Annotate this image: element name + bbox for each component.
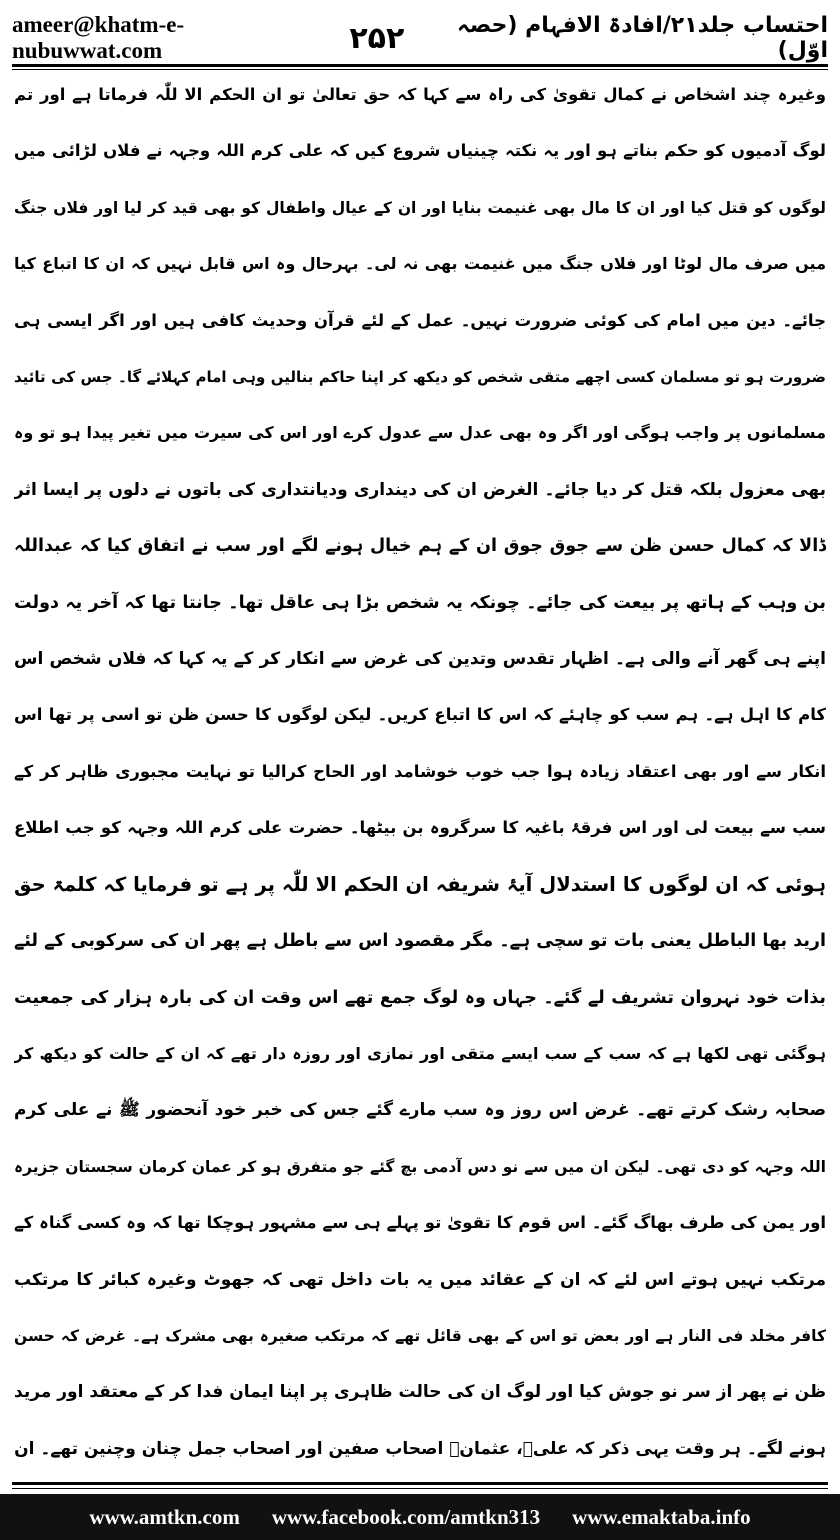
text-line: ہوگئی تھی لکھا ہے کہ سب کے سب ایسے متقی اور نمازی اور روزہ دار تھے کہ ان کے حالت کو دیکھ کر	[14, 1043, 826, 1063]
header-rule-thin	[12, 69, 828, 70]
text-line: وغیرہ چند اشخاص نے کمال تقویٰ کی راہ سے کہا کہ حق تعالیٰ تو ان الحکم الا للّٰہ فرماتا ہے اور تم	[14, 85, 826, 104]
text-line: جائے۔ دین میں امام کی کوئی ضرورت نہیں۔ عمل کے لئے قرآن وحدیث کافی ہیں اور اگر ایسی ہی	[14, 310, 826, 330]
text-line: اور یمن کی طرف بھاگ گئے۔ اس قوم کا تقویٰ تو پہلے ہی سے مشہور ہوچکا تھا کہ وہ کسی گناہ کے	[14, 1213, 826, 1233]
text-line: صحابہ رشک کرتے تھے۔ غرض اس روز وہ سب مارے گئے جس کی خبر خود آنحضور ﷺ نے علی کرم	[14, 1100, 826, 1121]
text-line: مرتکب نہیں ہوتے اس لئے کہ ان کے عقائد میں یہ بات داخل تھی کہ جھوٹ وغیرہ کبائر کا مرتکب	[14, 1269, 826, 1290]
text-line: اللہ وجہہ کو دی تھی۔ لیکن ان میں سے نو دس آدمی بچ گئے جو متفرق ہو کر عمان کرمان سجستان جزیرہ	[14, 1157, 826, 1176]
footer-link-emaktaba[interactable]: www.emaktaba.info	[572, 1504, 751, 1529]
text-line: مسلمانوں پر واجب ہوگی اور اگر وہ بھی عدل سے عدول کرے اور اس کی سیرت میں تغیر پیدا ہو تو وہ	[14, 423, 826, 443]
text-line: بھی معزول بلکہ قتل کر دیا جائے۔ الغرض ان کی دینداری ودیانتداری کی باتوں نے دلوں پر ایسا اثر	[14, 479, 826, 500]
header-rule-thick	[12, 64, 828, 67]
text-line: ہونے لگے۔ ہر وقت یہی ذکر کہ علیؓ، عثمانؓ اصحاب صفین اور اصحاب جمل چنان وچنین تھے۔ ان	[14, 1438, 826, 1459]
text-line: میں صرف مال لوٹا اور فلاں جنگ میں غنیمت بھی نہ لی۔ بہرحال وہ اس قابل نہیں کہ ان کا اتباع کیا	[14, 254, 826, 274]
text-line: ڈالا کہ کمال حسن ظن سے جوق جوق ان کے ہم خیال ہونے لگے اور سب نے اتفاق کیا کہ عبداللہ	[14, 536, 826, 557]
text-line: ارید بھا الباطل یعنی بات تو سچی ہے۔ مگر مقصود اس سے باطل ہے پھر ان کی سرکوبی کے لئے	[14, 931, 826, 952]
page-footer	[0, 1494, 840, 1540]
text-line: سب سے بیعت لی اور اس فرقۂ باغیہ کا سرگروہ بن بیٹھا۔ حضرت علی کرم اللہ وجہہ کو جب اطلاع	[14, 818, 826, 838]
text-line: کافر مخلد فی النار ہے اور بعض تو اس کے بھی قائل تھے کہ مرتکب صغیرہ بھی مشرک ہے۔ غرض کہ حسن	[14, 1326, 826, 1345]
text-line: ضرورت ہو تو مسلمان کسی اچھے متقی شخص کو دیکھ کر اپنا حاکم بنالیں وہی امام کہلائے گا۔ جس کی تائید	[14, 368, 826, 387]
text-line: انکار سے اور بھی اعتقاد زیادہ ہوا جب خوب خوشامد اور الحاح کرالیا تو نہایت مجبوری ظاہر کر کے	[14, 761, 826, 781]
text-line: بذات خود نہروان تشریف لے گئے۔ جہاں وہ لوگ جمع تھے اس وقت ان کی بارہ ہزار کی جمعیت	[14, 987, 826, 1008]
header-email: ameer@khatm-e-nubuwwat.com	[12, 12, 185, 63]
text-line: لوگ آدمیوں کو حکم بناتے ہو اور یہ نکتہ چینیاں شروع کیں کہ علی کرم اللہ وجہہ نے فلاں لڑائی میں	[14, 141, 826, 161]
header-left-group	[12, 12, 404, 64]
footer-rule-thick	[12, 1482, 828, 1485]
footer-rule-thin	[12, 1488, 828, 1489]
page-header	[12, 14, 828, 62]
book-title: احتساب جلد۲۱/افادۃ الافہام (حصہ اوّل)	[456, 13, 828, 63]
text-line: لوگوں کو قتل کیا اور ان کا مال بھی غنیمت بنایا اور ان کے عیال واطفال کو بھی قید کر لیا اور فلاں جنگ	[14, 198, 826, 217]
text-line: کام کا اہل ہے۔ ہم سب کو چاہئے کہ اس کا اتباع کریں۔ لیکن لوگوں کا حسن ظن تو اسی پر تھا اس	[14, 705, 826, 725]
text-line: اپنے ہی گھر آنے والی ہے۔ اظہار تقدس وتدین کی غرض سے انکار کر کے یہ کہا کہ فلاں شخص اس	[14, 649, 826, 670]
text-line: ظن نے پھر از سر نو جوش کیا اور لوگ ان کی حالت ظاہری پر اپنا ایمان فدا کر کے معتقد اور مرید	[14, 1382, 826, 1403]
page-number: ۲۵۲	[349, 20, 405, 56]
footer-link-facebook[interactable]: www.facebook.com/amtkn313	[271, 1504, 541, 1529]
footer-link-amtkn[interactable]: www.amtkn.com	[89, 1504, 240, 1529]
text-line: بن وہب کے ہاتھ پر بیعت کی جائے۔ چونکہ یہ شخص بڑا ہی عاقل تھا۔ جانتا تھا کہ آخر یہ دولت	[14, 592, 826, 613]
text-line: ہوئی کہ ان لوگوں کا استدلال آیۂ شریفہ ان الحکم الا للّٰہ پر ہے تو فرمایا کہ کلمۃ حق	[14, 872, 826, 896]
body-text	[14, 76, 826, 1468]
